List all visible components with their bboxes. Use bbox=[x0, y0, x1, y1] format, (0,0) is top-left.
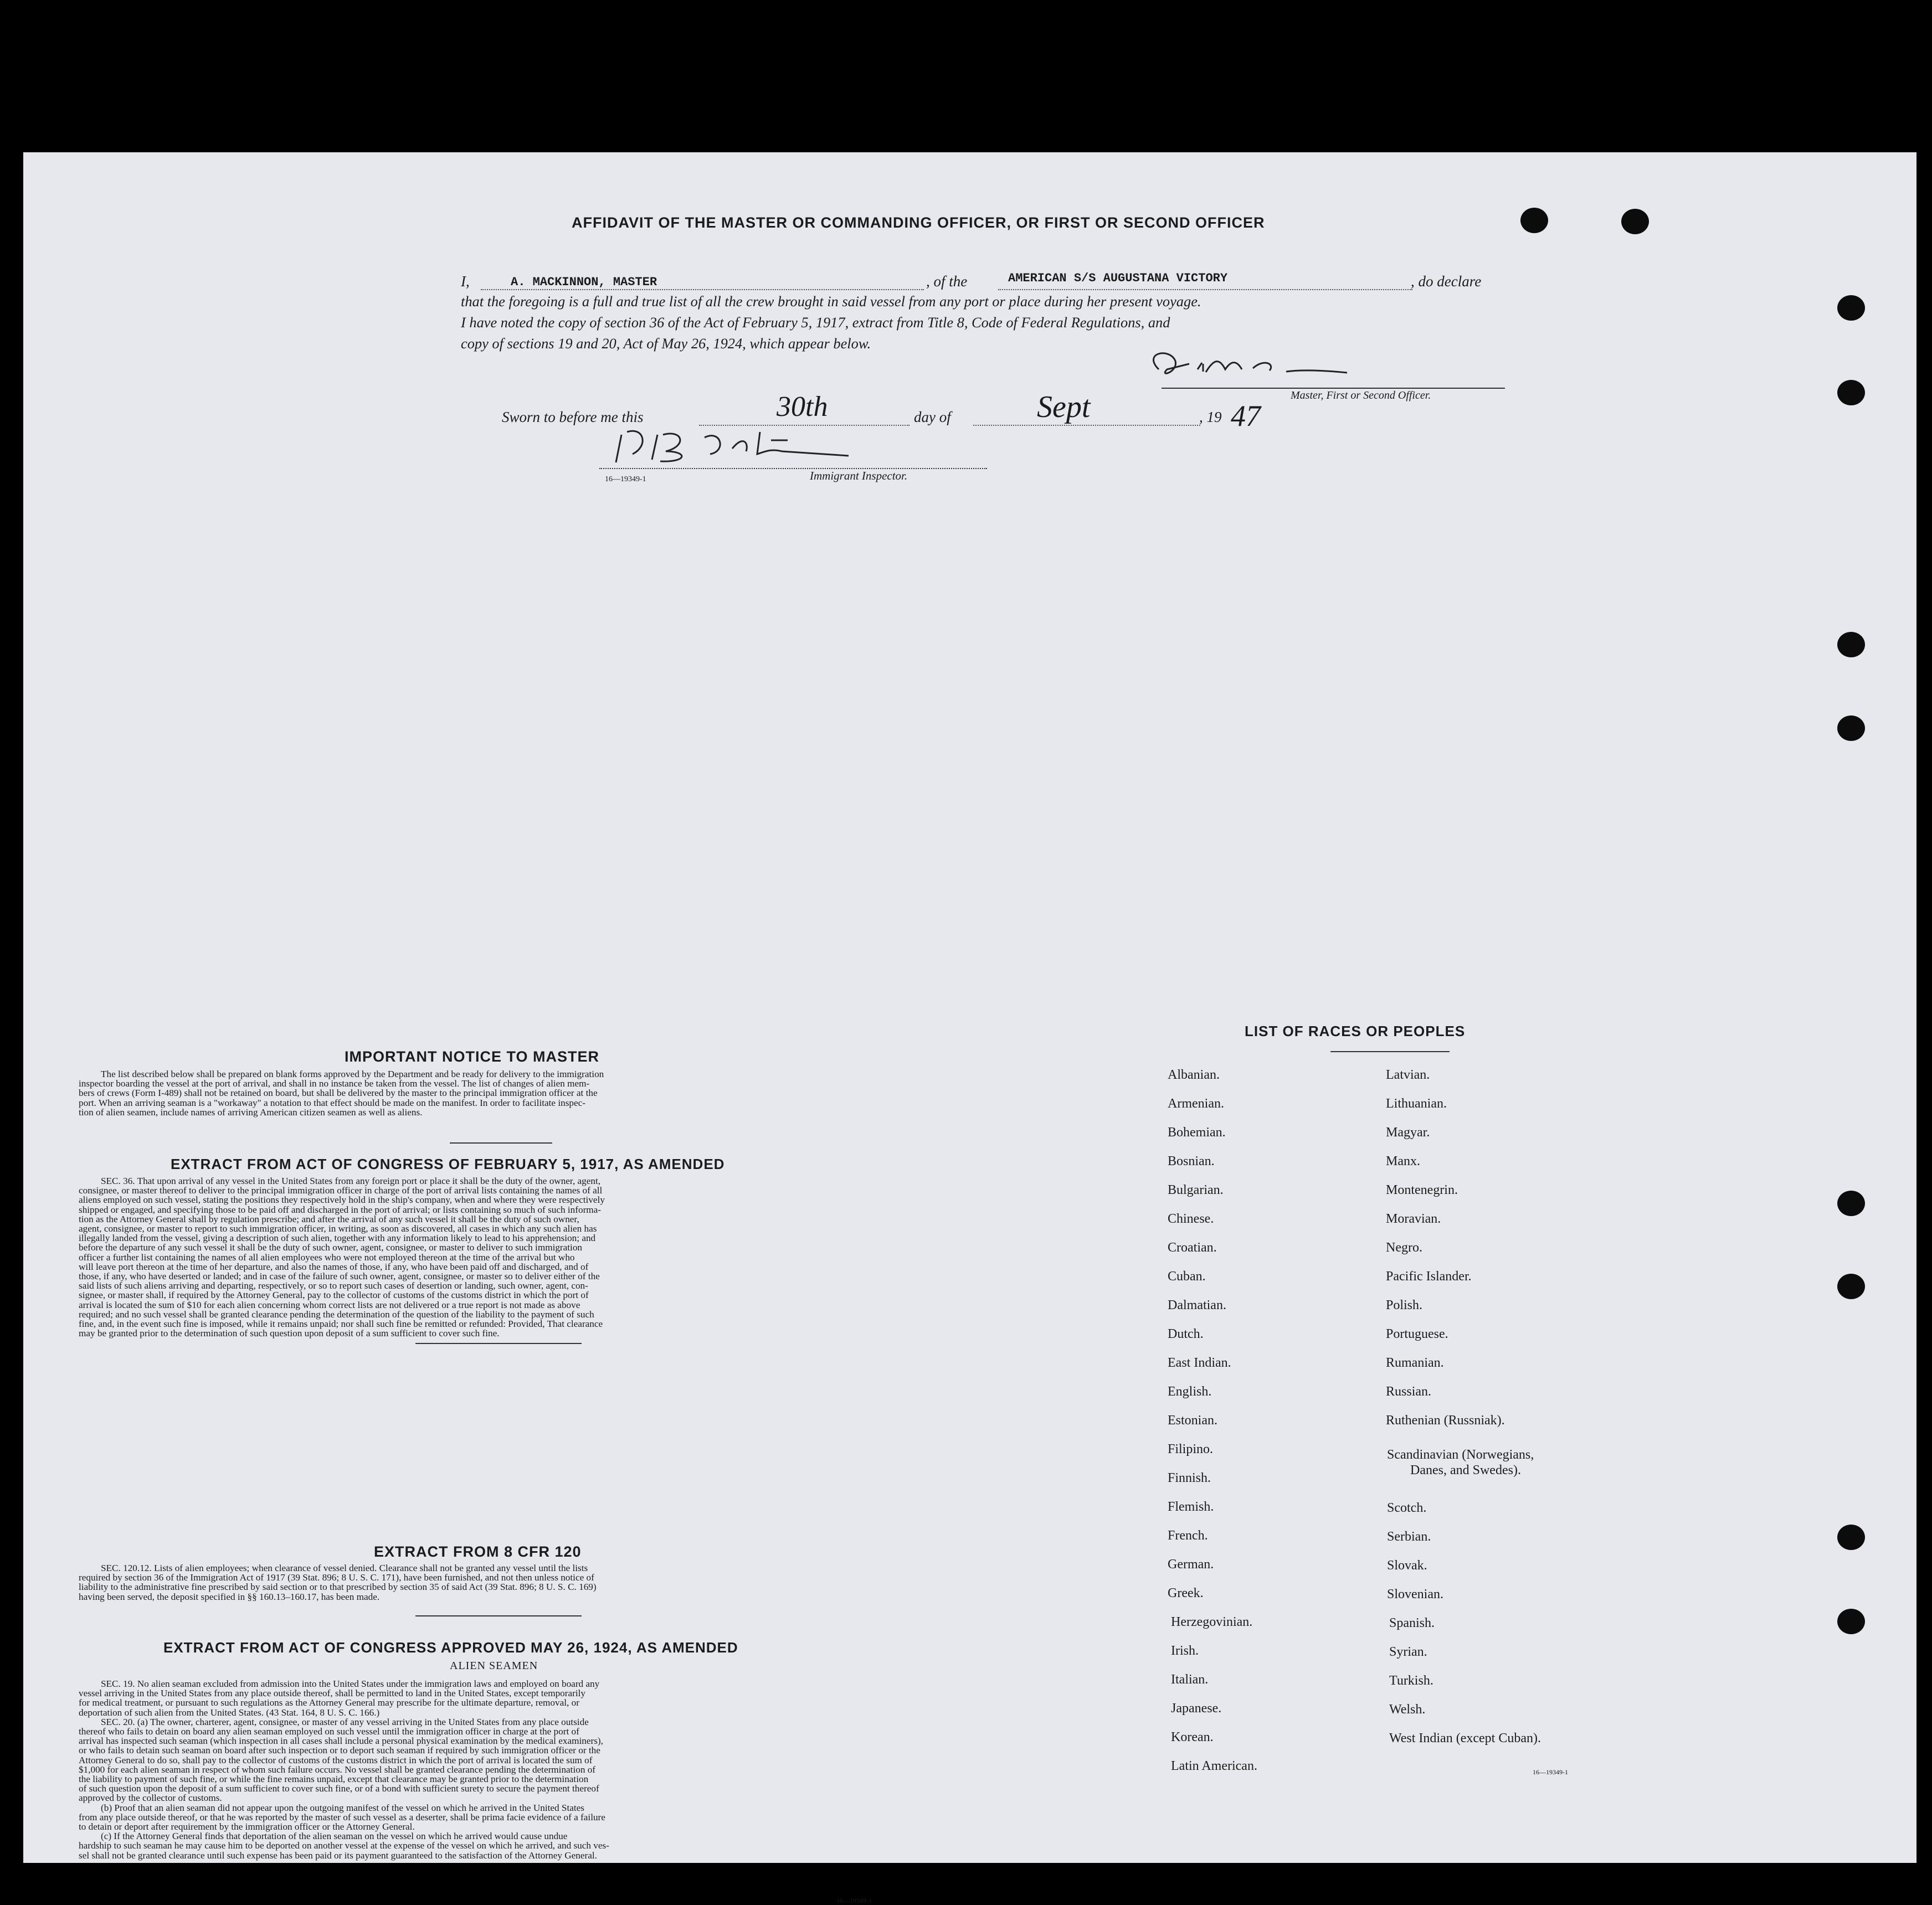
do-declare-label: , do declare bbox=[1411, 273, 1482, 290]
race-item: Turkish. bbox=[1389, 1674, 1433, 1688]
inspector-signature-line bbox=[599, 468, 987, 469]
races-form-number: 16—19349-1 bbox=[1533, 1768, 1568, 1776]
month-value: Sept bbox=[1037, 390, 1091, 424]
inspector-signature bbox=[605, 424, 865, 468]
divider bbox=[450, 1142, 552, 1144]
extract-1924-line: vessel arriving in the United States from any place outside thereof, shall be permitted to land in the United States, except temporarily bbox=[79, 1688, 585, 1699]
extract-1924-line: thereof who fails to detain on board any alien seaman employed on such vessel until the immigration officer in charge at the port of bbox=[79, 1726, 579, 1737]
punch-hole bbox=[1837, 1609, 1865, 1634]
divider bbox=[1330, 1051, 1450, 1052]
extract-1917-text bbox=[79, 1176, 923, 1338]
day-value: 30th bbox=[777, 391, 828, 423]
notice-text bbox=[79, 1069, 923, 1117]
race-item: Ruthenian (Russniak). bbox=[1386, 1413, 1505, 1428]
extract-1924-line: hardship to such seaman he may cause him to be deported on another vessel at the expense of the vessel on which he arrived, and such ves- bbox=[79, 1840, 609, 1851]
extract-1917-line: SEC. 36. That upon arrival of any vessel in the United States from any foreign port or place it shall be the duty of the owner, agent, bbox=[101, 1176, 601, 1186]
race-item: Moravian. bbox=[1386, 1212, 1441, 1226]
punch-hole bbox=[1837, 1274, 1865, 1299]
extract-1924-line: approved by the collector of customs. bbox=[79, 1793, 222, 1804]
race-item: Finnish. bbox=[1168, 1471, 1211, 1485]
race-item: Spanish. bbox=[1389, 1616, 1435, 1630]
extract-1924-line: arrival has inspected such seaman (which inspection in all cases shall include a personal physical examination by the medical examiners), bbox=[79, 1736, 603, 1747]
day-of-label: day of bbox=[914, 409, 951, 425]
document-page bbox=[23, 152, 1916, 1904]
vessel-line bbox=[998, 289, 1412, 290]
master-signature bbox=[1137, 347, 1458, 386]
punch-hole bbox=[1837, 380, 1865, 405]
year-prefix: , 19 bbox=[1199, 409, 1222, 425]
cfr-line: liability to the administrative fine prescribed by said section or to that prescribed by section 35 of said Act (39 Stat. 896; 8 U. S. C. 169) bbox=[79, 1582, 597, 1593]
extract-1917-line: signee, or master shall, if required by the Attorney General, pay to the collector of customs of the customs district in which the port of bbox=[79, 1290, 589, 1301]
extract-1924-text bbox=[79, 1679, 923, 1860]
race-item: English. bbox=[1168, 1384, 1212, 1399]
extract-1917-line: tion as the Attorney General shall by regulation prescribe; and after the arrival of any such vessel it shall be the duty of such owner, bbox=[79, 1213, 579, 1224]
race-item: Chinese. bbox=[1168, 1212, 1214, 1226]
extract-1917-line: those, if any, who have deserted or landed; and in case of the failure of such owner, agent, consignee, or master so to deliver either of the bbox=[79, 1271, 600, 1282]
race-item: Bulgarian. bbox=[1168, 1183, 1224, 1197]
race-item: French. bbox=[1168, 1528, 1208, 1543]
races-title: LIST OF RACES OR PEOPLES bbox=[1245, 1023, 1466, 1039]
punch-hole bbox=[1837, 1191, 1865, 1216]
extract-1924-line: $1,000 for each alien seaman in respect of whom such failure occurs. No vessel shall be granted clearance pending the determination of bbox=[79, 1764, 596, 1775]
race-item: Korean. bbox=[1171, 1730, 1214, 1744]
race-item: Polish. bbox=[1386, 1298, 1423, 1312]
race-item: Danes, and Swedes). bbox=[1410, 1463, 1521, 1477]
divider bbox=[415, 1615, 582, 1616]
notice-line: tion of alien seamen, include names of arriving American citizen seamen as well as aliens. bbox=[79, 1106, 423, 1118]
race-item: Latvian. bbox=[1386, 1068, 1430, 1082]
race-item: Irish. bbox=[1171, 1644, 1199, 1658]
extract-1924-line: from any place outside thereof, or that he was reported by the master of such vessel as a deserter, shall be prima facie evidence of a failure bbox=[79, 1811, 605, 1822]
race-item: Italian. bbox=[1171, 1672, 1209, 1687]
extract-1924-line: the liability to payment of such fine, or while the fine remains unpaid, except that clearance may be granted prior to the determination bbox=[79, 1774, 589, 1785]
extract-1924-line: (c) If the Attorney General finds that deportation of the alien seaman on the vessel on which he arrived would cause undue bbox=[101, 1831, 568, 1842]
race-item: Dutch. bbox=[1168, 1327, 1204, 1341]
race-item: Serbian. bbox=[1387, 1530, 1431, 1544]
punch-hole bbox=[1837, 295, 1865, 321]
race-item: Flemish. bbox=[1168, 1500, 1214, 1514]
month-line bbox=[973, 425, 1200, 426]
affidavit-line-4: copy of sections 19 and 20, Act of May 26, 1924, which appear below. bbox=[461, 335, 871, 352]
extract-1924-line: Attorney General to do so, shall pay to the collector of customs of the customs district in which the port of arrival is located the sum of bbox=[79, 1754, 593, 1765]
extract-1924-subtitle: ALIEN SEAMEN bbox=[450, 1660, 538, 1672]
race-item: Scotch. bbox=[1387, 1501, 1427, 1515]
race-item: German. bbox=[1168, 1557, 1214, 1572]
master-name-line bbox=[481, 289, 924, 290]
affidavit-line-2: that the foregoing is a full and true list of all the crew brought in said vessel from any port or place during her present voyage. bbox=[461, 293, 1201, 310]
extract-1917-line: illegally landed from the vessel, giving a description of such alien, together with any information likely to lead to his apprehension; and bbox=[79, 1233, 596, 1244]
extract-1917-line: will leave port thereon at the time of her departure, and also the names of those, if any, who have been paid off and discharged, and of bbox=[79, 1261, 589, 1272]
race-item: East Indian. bbox=[1168, 1356, 1231, 1370]
punch-hole bbox=[1520, 208, 1548, 233]
affidavit-title: AFFIDAVIT OF THE MASTER OR COMMANDING OFFICER, OR FIRST OR SECOND OFFICER bbox=[572, 214, 1265, 231]
extract-1917-line: said lists of such aliens arriving and departing, respectively, or so to report such cases of desertion or landing, such owner, agent, con- bbox=[79, 1280, 588, 1291]
race-item: Slovenian. bbox=[1387, 1587, 1443, 1602]
cfr-text bbox=[79, 1563, 923, 1602]
punch-hole bbox=[1837, 1525, 1865, 1550]
extract-1917-title: EXTRACT FROM ACT OF CONGRESS OF FEBRUARY 5, 1917, AS AMENDED bbox=[171, 1156, 725, 1172]
race-item: Slovak. bbox=[1387, 1558, 1427, 1573]
race-item: Magyar. bbox=[1386, 1125, 1430, 1140]
extract-1924-line: to detain or deport after requirement by the immigration officer or the Attorney General. bbox=[79, 1821, 415, 1832]
extract-1924-line: for medical treatment, or pursuant to such regulations as the Attorney General may prescribe for the ultimate departure, removal, or bbox=[79, 1697, 579, 1708]
extract-1917-line: required; and no such vessel shall be granted clearance pending the determination of the question of the liability to the payment of such bbox=[79, 1309, 594, 1320]
cfr-line: SEC. 120.12. Lists of alien employees; when clearance of vessel denied. Clearance shall not be granted any vessel until the lists bbox=[101, 1563, 588, 1573]
extract-1917-line: agent, consignee, or master to report to such immigration officer, in writing, as soon as discovered, all cases in which any such alien has bbox=[79, 1223, 597, 1234]
affidavit-i: I, bbox=[461, 273, 470, 290]
extract-1924-form-number: 16—19349-1 bbox=[836, 1897, 872, 1904]
race-item: Bohemian. bbox=[1168, 1125, 1226, 1140]
vessel-value: AMERICAN S/S AUGUSTANA VICTORY bbox=[1008, 271, 1228, 285]
race-item: Bosnian. bbox=[1168, 1154, 1215, 1168]
notice-title: IMPORTANT NOTICE TO MASTER bbox=[345, 1048, 599, 1065]
of-the-label: , of the bbox=[926, 273, 968, 290]
race-item: Croatian. bbox=[1168, 1240, 1217, 1255]
cfr-line: required by section 36 of the Immigration Act of 1917 (39 Stat. 896; 8 U. S. C. 171), have been furnished, and not then unless notice of bbox=[79, 1572, 594, 1583]
sworn-label: Sworn to before me this bbox=[502, 409, 644, 425]
notice-line: The list described below shall be prepared on blank forms approved by the Department and be ready for delivery to the immigration bbox=[101, 1069, 604, 1079]
race-item: West Indian (except Cuban). bbox=[1389, 1731, 1541, 1746]
extract-1917-line: shipped or engaged, and specifying those to be paid off and discharged in the port of arrival; or lists containing so much of such informa- bbox=[79, 1204, 602, 1215]
extract-1917-line: before the departure of any such vessel it shall be the duty of such owner, agent, consignee, or master to deliver to such immigration bbox=[79, 1242, 583, 1253]
race-item: Negro. bbox=[1386, 1240, 1422, 1255]
race-item: Albanian. bbox=[1168, 1068, 1220, 1082]
master-name-value: A. MACKINNON, MASTER bbox=[511, 275, 657, 289]
race-item: Latin American. bbox=[1171, 1759, 1257, 1773]
race-item: Welsh. bbox=[1389, 1702, 1426, 1717]
notice-line: bers of crews (Form I-489) shall not be retained on board, but shall be delivered by the master to the principal immigration officer at the bbox=[79, 1088, 598, 1099]
extract-1917-line: may be granted prior to the determination of such question upon deposit of a sum sufficient to cover such fine. bbox=[79, 1328, 500, 1339]
extract-1924-line: sel shall not be granted clearance until such expense has been paid or its payment guaranteed to the satisfaction of the Attorney General. bbox=[79, 1850, 597, 1861]
extract-1917-line: aliens employed on such vessel, stating the positions they respectively hold in the ship's company, when and where they were respectively bbox=[79, 1195, 605, 1206]
punch-hole bbox=[1837, 715, 1865, 741]
extract-1917-line: consignee, or master thereof to deliver to the principal immigration officer in charge of the port of arrival lists containing the names of all bbox=[79, 1185, 603, 1196]
race-item: Greek. bbox=[1168, 1586, 1204, 1600]
cfr-line: having been served, the deposit specified in §§ 160.13–160.17, has been made. bbox=[79, 1591, 380, 1602]
extract-1924-line: or who fails to detain such seaman on board after such inspection or to deport such seaman if required by such immigration officer or the bbox=[79, 1745, 600, 1756]
race-item: Filipino. bbox=[1168, 1442, 1214, 1456]
affidavit-line-3: I have noted the copy of section 36 of the Act of February 5, 1917, extract from Title 8, Code of Federal Regulations, and bbox=[461, 314, 1170, 331]
extract-1924-line: (b) Proof that an alien seaman did not appear upon the outgoing manifest of the vessel on which he arrived in the United States bbox=[101, 1802, 584, 1813]
master-caption: Master, First or Second Officer. bbox=[1291, 389, 1431, 401]
race-item: Japanese. bbox=[1171, 1701, 1222, 1716]
race-item: Cuban. bbox=[1168, 1269, 1206, 1284]
punch-hole bbox=[1621, 209, 1649, 234]
punch-hole bbox=[1837, 632, 1865, 657]
race-item: Portuguese. bbox=[1386, 1327, 1448, 1341]
notice-line: port. When an arriving seaman is a "workaway" a notation to that effect should be made on the manifest. In order to facilitate inspec- bbox=[79, 1097, 585, 1108]
race-item: Montenegrin. bbox=[1386, 1183, 1458, 1197]
race-item: Russian. bbox=[1386, 1384, 1432, 1399]
extract-1924-line: SEC. 19. No alien seaman excluded from admission into the United States under the immigration laws and employed on board any bbox=[101, 1679, 600, 1689]
extract-1917-line: fine, and, in the event such fine is imposed, while it remains unpaid; nor shall such fine be remitted or refunded: Provided, That clearance bbox=[79, 1319, 603, 1330]
notice-line: inspector boarding the vessel at the port of arrival, and shall in no instance be taken from the vessel. The list of changes of alien mem- bbox=[79, 1078, 590, 1089]
year-value: 47 bbox=[1231, 399, 1261, 433]
divider bbox=[415, 1343, 582, 1344]
race-item: Scandinavian (Norwegians, bbox=[1387, 1448, 1534, 1462]
cfr-title: EXTRACT FROM 8 CFR 120 bbox=[374, 1543, 582, 1560]
race-item: Dalmatian. bbox=[1168, 1298, 1226, 1312]
master-signature-line bbox=[1162, 388, 1505, 389]
race-item: Manx. bbox=[1386, 1154, 1420, 1168]
race-item: Estonian. bbox=[1168, 1413, 1217, 1428]
extract-1917-line: arrival is located the sum of $10 for each alien concerning whom correct lists are not delivered or a true report is not made as above bbox=[79, 1299, 580, 1310]
affidavit-form-number: 16—19349-1 bbox=[605, 475, 646, 483]
race-item: Pacific Islander. bbox=[1386, 1269, 1472, 1284]
race-item: Rumanian. bbox=[1386, 1356, 1444, 1370]
extract-1924-line: of such question upon the deposit of a sum sufficient to cover such fine, or of a bond with sufficient surety to secure the payment thereof bbox=[79, 1783, 599, 1794]
race-item: Herzegovinian. bbox=[1171, 1615, 1253, 1629]
extract-1924-line: SEC. 20. (a) The owner, charterer, agent, consignee, or master of any vessel arriving in the United States from any place outside bbox=[101, 1716, 589, 1727]
extract-1924-title: EXTRACT FROM ACT OF CONGRESS APPROVED MAY 26, 1924, AS AMENDED bbox=[163, 1639, 738, 1656]
race-item: Armenian. bbox=[1168, 1096, 1224, 1111]
inspector-caption: Immigrant Inspector. bbox=[810, 469, 908, 482]
extract-1924-line: deportation of such alien from the United States. (43 Stat. 164, 8 U. S. C. 166.) bbox=[79, 1707, 380, 1718]
race-item: Syrian. bbox=[1389, 1645, 1427, 1659]
race-item: Lithuanian. bbox=[1386, 1096, 1447, 1111]
extract-1917-line: officer a further list containing the names of all alien employees who were not employed thereon at the time of the arrival but who bbox=[79, 1252, 575, 1263]
